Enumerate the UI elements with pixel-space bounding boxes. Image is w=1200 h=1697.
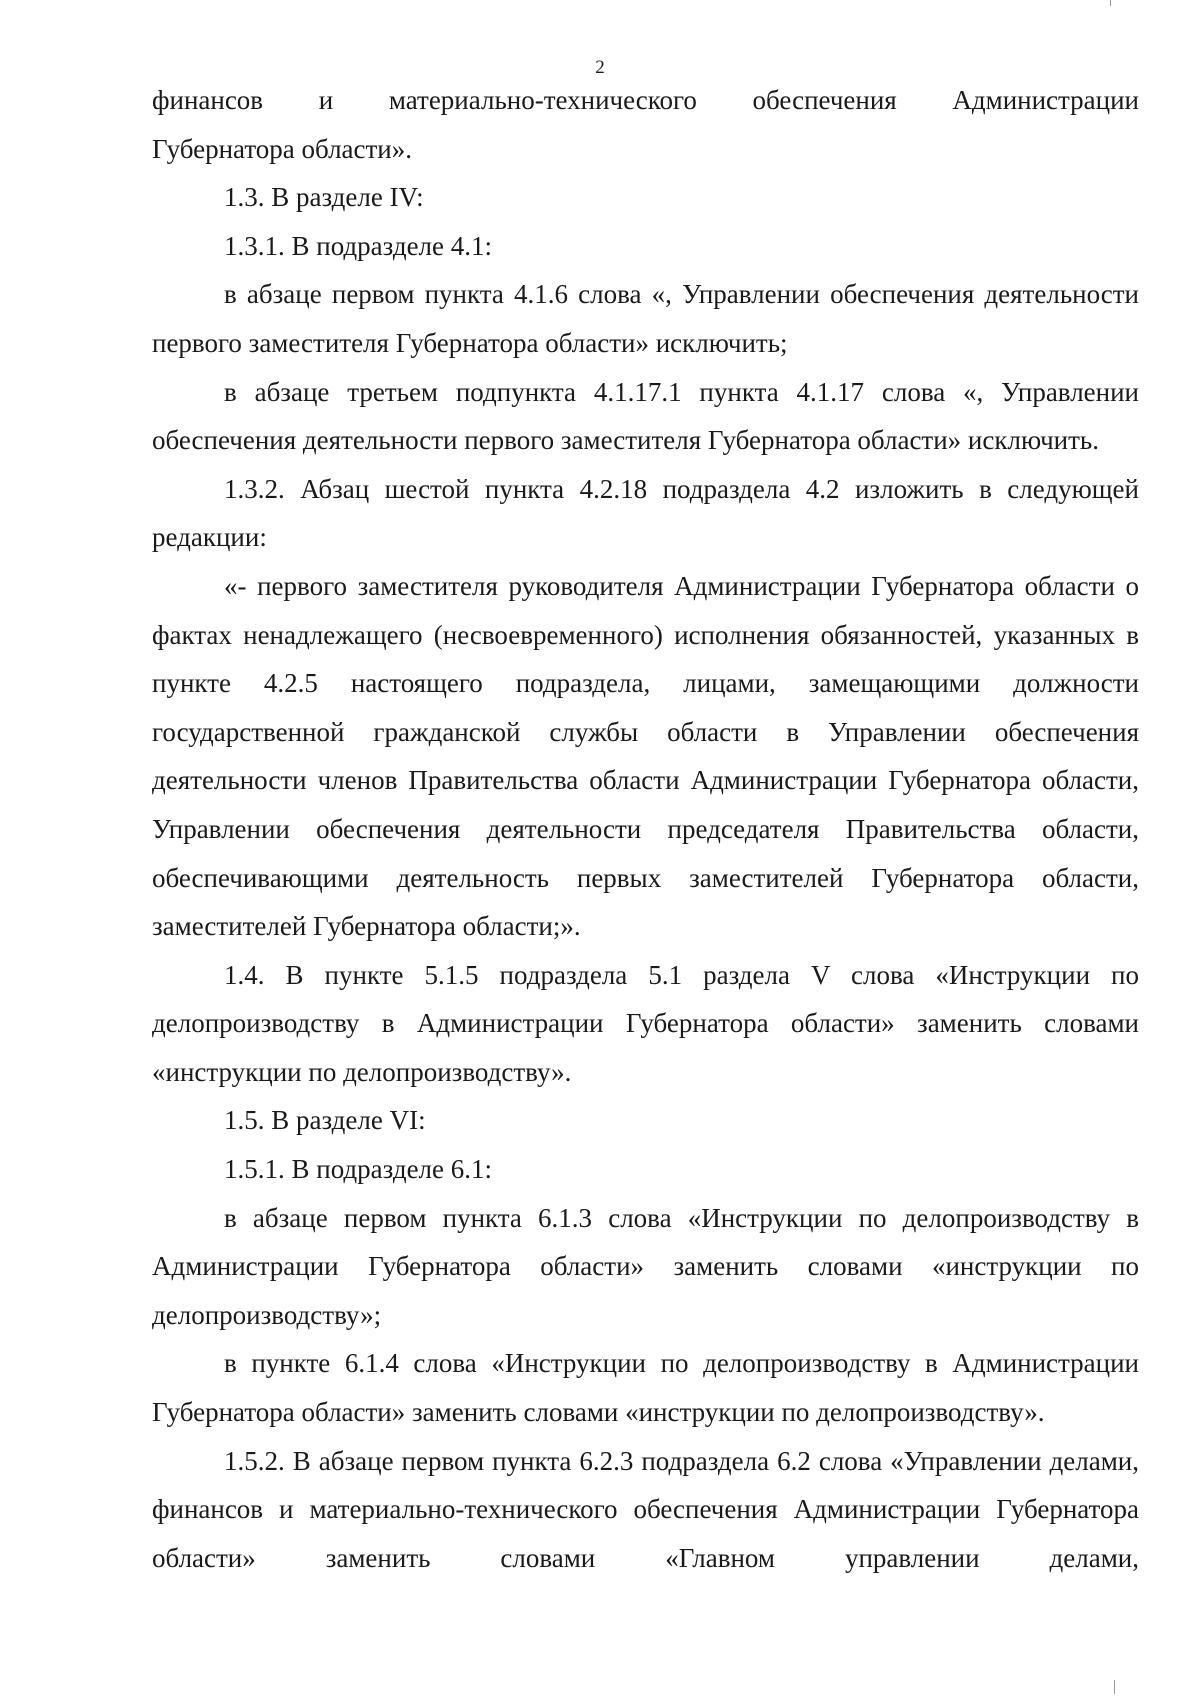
paragraph-item-4-1-6: в абзаце первом пункта 4.1.6 слова «, Управлении обеспечения деятельности первого заместителя Губернатора области» исключить; <box>152 279 1139 358</box>
paragraph-section-1-3-1: 1.3.1. В подразделе 4.1: <box>224 230 493 261</box>
page-number: 2 <box>595 57 605 78</box>
scan-artifact-mark <box>1114 1680 1115 1694</box>
paragraph-section-1-5-1: 1.5.1. В подразделе 6.1: <box>224 1154 493 1185</box>
paragraph-quoted-text: «- первого заместителя руководителя Администрации Губернатора области о фактах ненадлежащего (несвоевременного) исполнения обязанностей, указанных в пункте 4.2.5 настоящего подраздела, лицами, замещающими должности государственной гражданской службы области в Управлении обеспечения деятельности членов Правительства области Администрации Губернатора области, Управлении обеспечения деятельности председателя Правительства области, обеспечивающими деятельность первых заместителей Губернатора области, заместителей Губернатора области;». <box>152 570 1139 942</box>
document-body <box>152 76 1139 1582</box>
paragraph-section-1-4: 1.4. В пункте 5.1.5 подраздела 5.1 раздела V слова «Инструкции по делопроизводству в Администрации Губернатора области» заменить словами «инструкции по делопроизводству». <box>152 959 1139 1087</box>
paragraph-item-6-1-3: в абзаце первом пункта 6.1.3 слова «Инструкции по делопроизводству в Администрации Губернатора области» заменить словами «инструкции по делопроизводству»; <box>152 1202 1139 1330</box>
paragraph-item-6-1-4: в пункте 6.1.4 слова «Инструкции по делопроизводству в Администрации Губернатора области» заменить словами «инструкции по делопроизводству». <box>152 1348 1139 1428</box>
paragraph-continuation: финансов и материально-технического обеспечения Администрации <box>152 85 1139 115</box>
paragraph-section-1-3: 1.3. В разделе IV: <box>224 182 424 213</box>
paragraph-continuation-end: Губернатора области». <box>152 133 413 164</box>
paragraph-section-1-5-2: 1.5.2. В абзаце первом пункта 6.2.3 подраздела 6.2 слова «Управлении делами, финансов и материально-технического обеспечения Администрации Губернатора области» заменить словами «Главном управлении делами, <box>152 1445 1139 1573</box>
paragraph-section-1-5: 1.5. В разделе VI: <box>224 1105 426 1136</box>
paragraph-section-1-3-2: 1.3.2. Абзац шестой пункта 4.2.18 подраздела 4.2 изложить в следующей редакции: <box>152 473 1139 553</box>
paragraph-item-4-1-17: в абзаце третьем подпункта 4.1.17.1 пункта 4.1.17 слова «, Управлении обеспечения деятельности первого заместителя Губернатора области» исключить. <box>152 376 1139 456</box>
scan-artifact-mark <box>1110 0 1111 6</box>
